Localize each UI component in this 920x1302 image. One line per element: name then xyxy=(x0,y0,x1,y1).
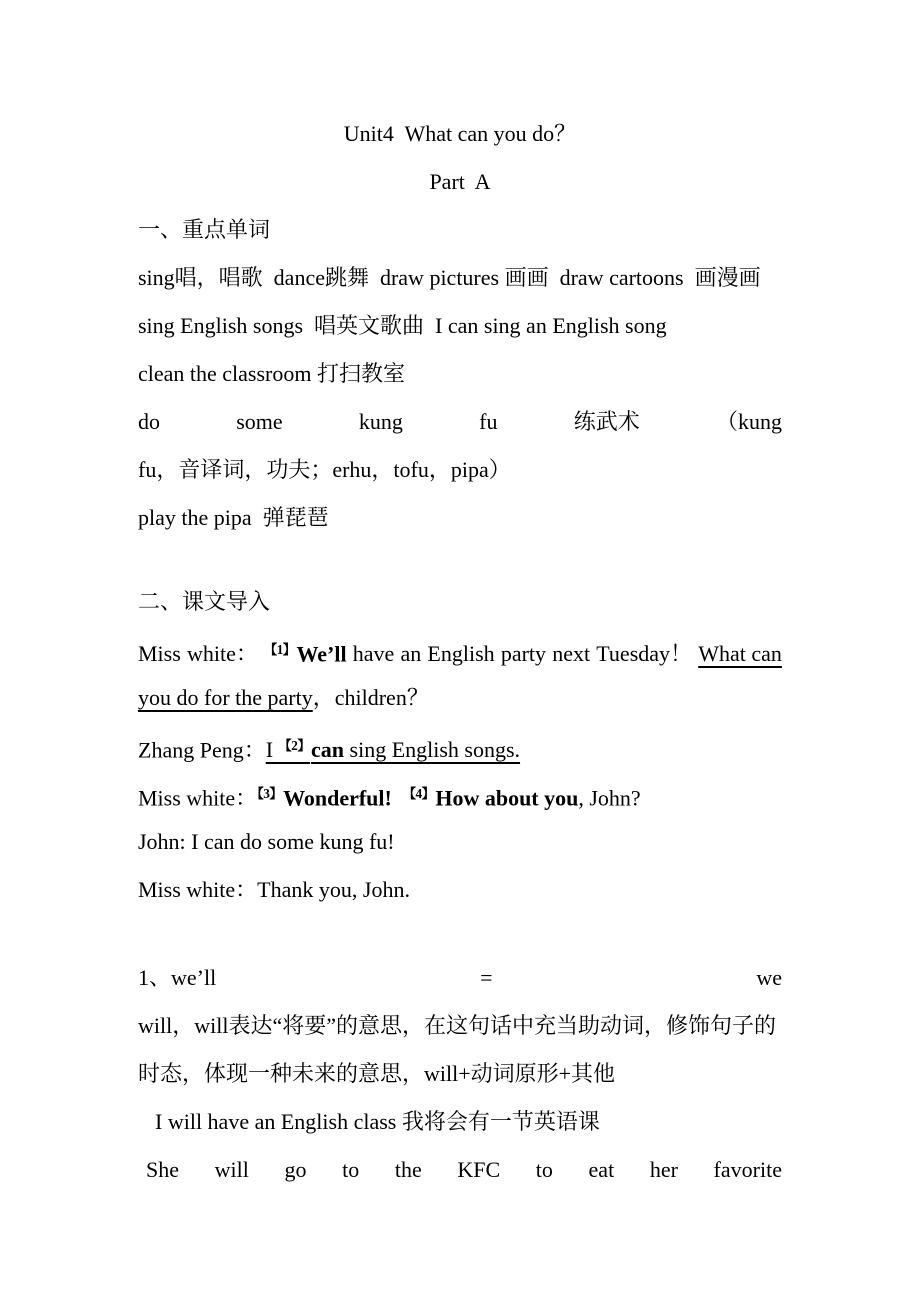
example-word: to xyxy=(535,1157,553,1182)
dialog-word-group xyxy=(264,626,347,678)
vocab-line-1: sing唱，唱歌 dance跳舞 draw pictures 画画 draw cartoons 画漫画 xyxy=(138,265,761,290)
dialog-word-bold: Wonderful! xyxy=(283,785,392,811)
dialog-miss-white-2 xyxy=(138,770,782,818)
example-word: KFC xyxy=(457,1157,501,1182)
dialog-text xyxy=(392,785,403,810)
vocab-word: fu xyxy=(479,409,498,434)
dialog-word: an xyxy=(400,641,422,667)
vocab-word: some xyxy=(236,409,283,434)
example-word: will xyxy=(214,1157,249,1182)
dialog-speaker: Zhang Peng： xyxy=(138,737,266,763)
section-heading-dialog: 二、课文导入 xyxy=(138,589,271,614)
vocab-line-5: fu，音译词，功夫；erhu，tofu，pipa） xyxy=(138,457,511,482)
dialog-text: ，children？ xyxy=(312,685,429,710)
example-word: favorite xyxy=(713,1157,782,1182)
dialog-word-bold: can xyxy=(311,737,345,763)
dialog-underlined-phrase xyxy=(266,737,520,762)
dialog-word: English xyxy=(427,641,495,667)
example-word: eat xyxy=(588,1157,615,1182)
example-word: She xyxy=(146,1157,179,1182)
note-marker-3: 【3】 xyxy=(257,786,283,801)
dialog-text: , John? xyxy=(578,785,641,811)
vocab-line-kungfu xyxy=(138,398,782,446)
grammar-example-1: I will have an English class 我将会有一节英语课 xyxy=(155,1109,600,1134)
grammar-line-equation xyxy=(138,954,782,1002)
section-heading-words: 一、重点单词 xyxy=(138,217,271,242)
dialog-word: Tuesday！ xyxy=(596,641,693,667)
doc-title: Unit4 What can you do？ xyxy=(343,121,577,146)
example-word: go xyxy=(284,1157,307,1182)
dialog-miss-white-3: Miss white：Thank you, John. xyxy=(138,877,410,902)
dialog-text: I xyxy=(265,737,279,763)
grammar-line-3: 时态，体现一种未来的意思，will+动词原形+其他 xyxy=(138,1061,616,1086)
vocab-word: （kung xyxy=(715,409,782,434)
grammar-line-2: will，will表达“将要”的意思，在这句话中充当助动词，修饰句子的 xyxy=(138,1013,776,1038)
vocab-line-2: sing English songs 唱英文歌曲 I can sing an English song xyxy=(138,313,667,338)
dialog-underlined-phrase: you do for the party xyxy=(138,685,313,710)
dialog-word: white： xyxy=(186,641,258,667)
example-word: her xyxy=(649,1157,678,1182)
dialog-word-bold: We’ll xyxy=(296,641,347,667)
vocab-word: kung xyxy=(358,409,403,434)
grammar-token: we xyxy=(756,965,782,990)
note-marker-4: 【4】 xyxy=(402,786,435,801)
grammar-token: = xyxy=(480,965,493,990)
spacer xyxy=(138,914,782,954)
dialog-speaker: Miss white： xyxy=(138,785,258,811)
dialog-word: party xyxy=(500,641,547,667)
example-word: the xyxy=(394,1157,422,1182)
grammar-token: 1、we’ll xyxy=(138,965,217,990)
spacer xyxy=(138,542,782,578)
dialog-john: John: I can do some kung fu! xyxy=(138,829,395,854)
doc-subtitle: Part A xyxy=(429,169,491,194)
dialog-word: next xyxy=(552,641,591,667)
vocab-word: do xyxy=(138,409,160,434)
example-word: to xyxy=(342,1157,360,1182)
grammar-example-2 xyxy=(138,1146,782,1194)
dialog-text: sing English songs. xyxy=(344,737,521,763)
dialog-miss-white-1-cont xyxy=(138,674,782,722)
dialog-word: Miss xyxy=(138,641,181,667)
dialog-word-bold: How about you xyxy=(435,785,579,811)
vocab-line-6: play the pipa 弹琵琶 xyxy=(138,505,329,530)
dialog-underlined-phrase: What can xyxy=(698,641,782,667)
note-marker-2: 【2】 xyxy=(278,738,311,753)
dialog-zhang-peng xyxy=(138,722,782,770)
vocab-word: 练武术 xyxy=(573,409,640,434)
vocab-line-3: clean the classroom 打扫教室 xyxy=(138,361,405,386)
dialog-miss-white-1 xyxy=(138,626,782,674)
dialog-word: have xyxy=(352,641,395,667)
note-marker-1: 【1】 xyxy=(264,642,296,657)
